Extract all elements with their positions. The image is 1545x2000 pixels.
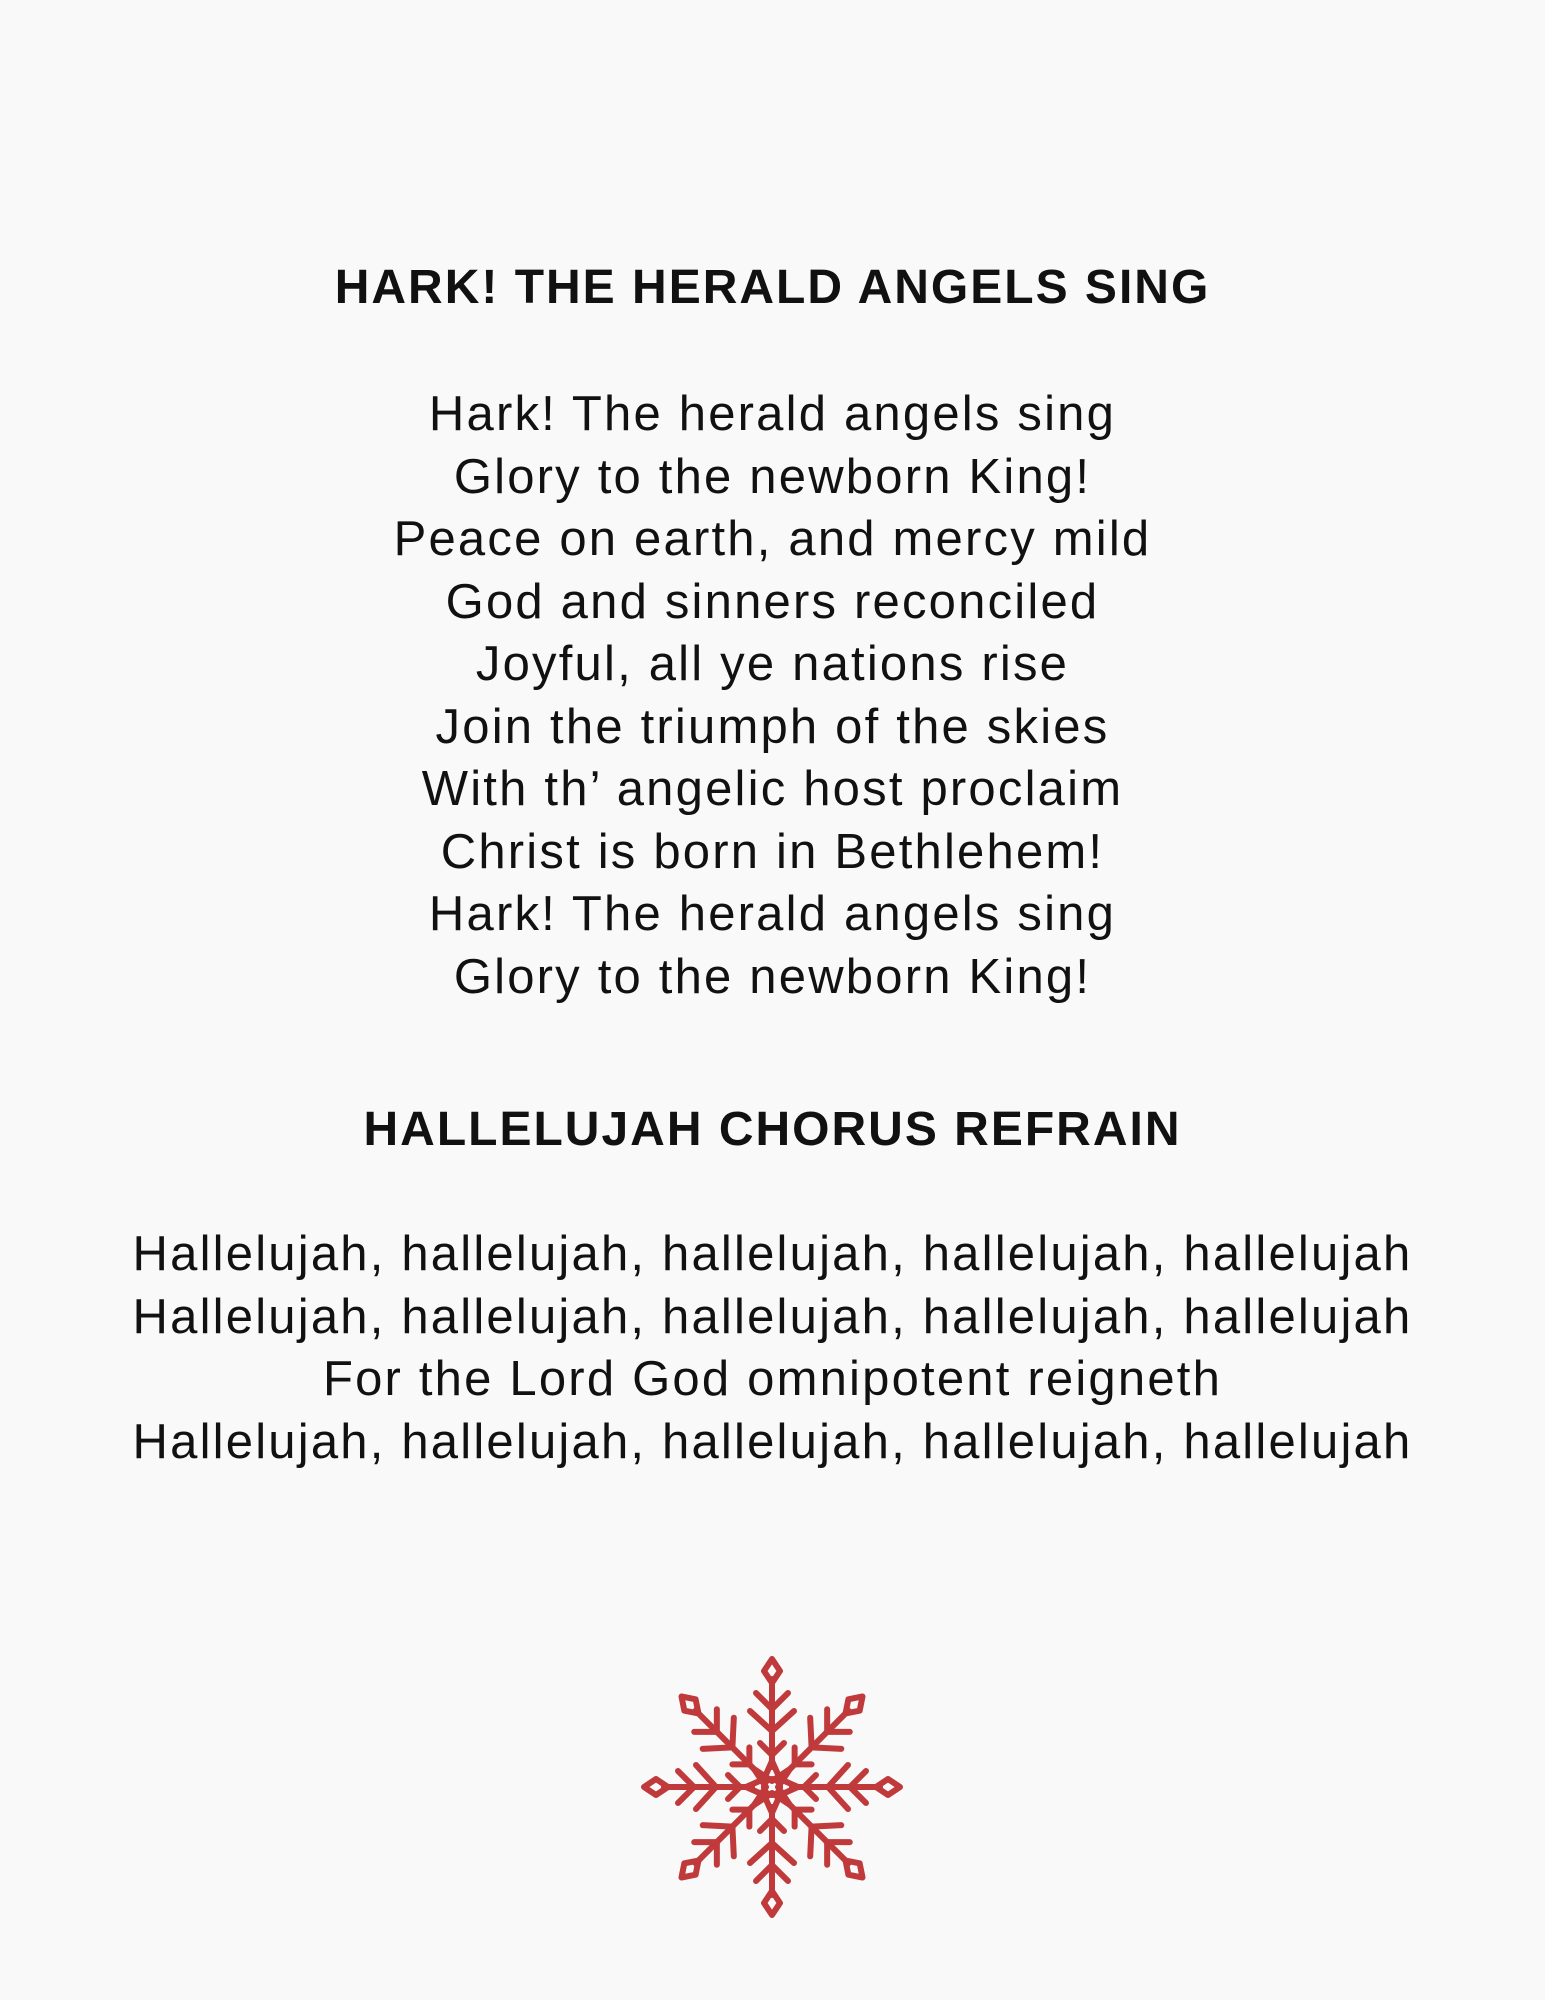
lyric-line: Hark! The herald angels sing bbox=[428, 387, 1117, 441]
lyric-line: Christ is born in Bethlehem! bbox=[440, 824, 1105, 879]
lyric-line: Hallelujah, hallelujah, hallelujah, hallelujah, hallelujah bbox=[132, 1227, 1413, 1281]
lyric-line: Hallelujah, hallelujah, hallelujah, hallelujah, hallelujah bbox=[132, 1414, 1413, 1469]
lyric-line: Glory to the newborn King! bbox=[453, 949, 1092, 1004]
lyric-line: Glory to the newborn King! bbox=[453, 449, 1092, 504]
lyric-line: Join the triumph of the skies bbox=[435, 699, 1110, 754]
lyric-line: God and sinners reconciled bbox=[445, 574, 1100, 629]
lyric-line: With th’ angelic host proclaim bbox=[421, 762, 1124, 816]
song-lyrics-hallelujah bbox=[0, 1223, 1545, 1473]
song-title-hark: HARK! THE HERALD ANGELS SING bbox=[334, 261, 1211, 314]
lyric-line: Peace on earth, and mercy mild bbox=[393, 512, 1152, 566]
lyric-line: Joyful, all ye nations rise bbox=[475, 637, 1070, 691]
song-lyrics-hark bbox=[0, 383, 1545, 1008]
lyric-line: Hallelujah, hallelujah, hallelujah, hallelujah, hallelujah bbox=[132, 1289, 1413, 1344]
song-title-hallelujah: HALLELUJAH CHORUS REFRAIN bbox=[363, 1103, 1182, 1156]
snowflake-icon bbox=[640, 1655, 904, 1919]
lyric-line: For the Lord God omnipotent reigneth bbox=[322, 1352, 1223, 1406]
lyric-line: Hark! The herald angels sing bbox=[428, 887, 1117, 941]
